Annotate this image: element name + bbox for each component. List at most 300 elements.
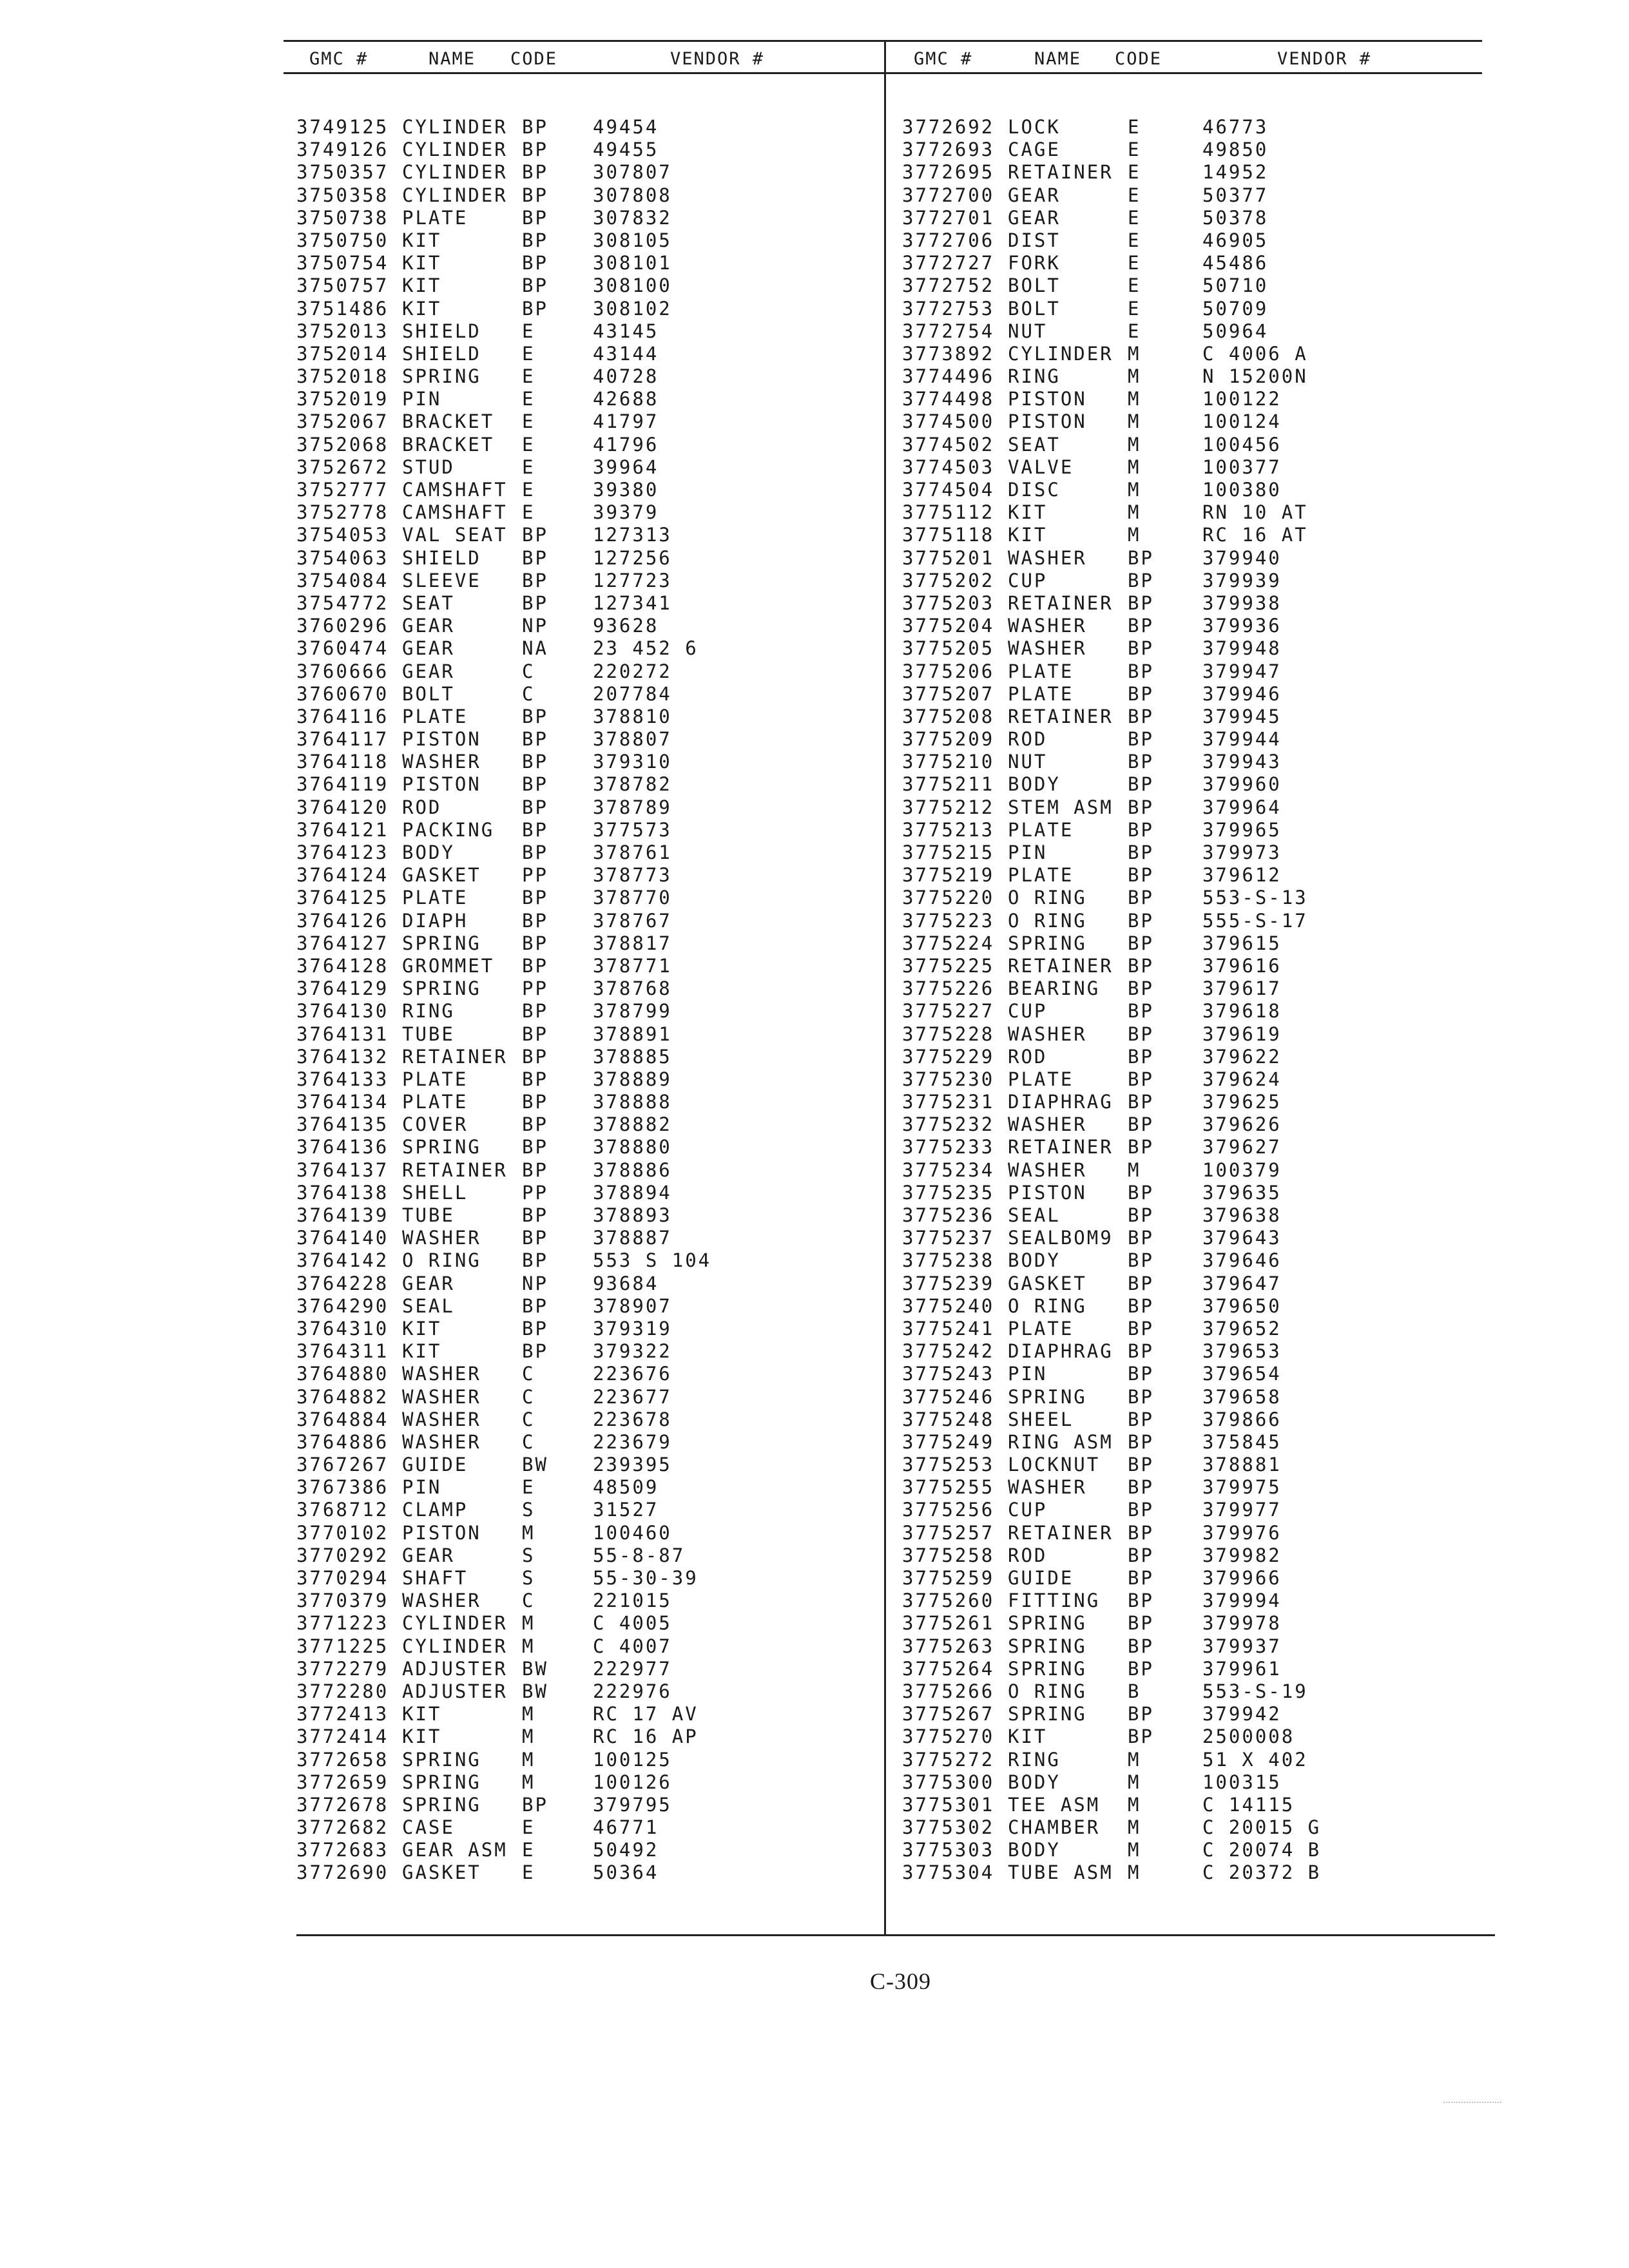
parts-row [296,841,876,864]
gmc-number: 3764121 [296,818,389,841]
code: BP [1128,1476,1154,1499]
parts-row [902,161,1482,184]
gmc-number: 3775266 [902,1680,995,1702]
part-name: WASHER [402,1227,481,1249]
vendor-number: 379938 [1202,591,1282,614]
gmc-number: 3775201 [902,546,995,569]
part-name: KIT [402,297,442,320]
vendor-number: RC 16 AT [1202,524,1308,546]
vendor-number: 378770 [593,887,672,909]
vendor-number: N 15200N [1202,365,1308,388]
part-name: GASKET [402,864,481,887]
gmc-number: 3775249 [902,1430,995,1453]
gmc-number: 3749125 [296,116,389,138]
code: E [1128,184,1141,206]
gmc-number: 3764127 [296,932,389,954]
vendor-number: 379616 [1202,954,1282,977]
vendor-number: 378799 [593,1000,672,1023]
vendor-number: 50709 [1202,297,1269,320]
vendor-number: 379982 [1202,1544,1282,1566]
gmc-number: 3752778 [296,501,389,524]
part-name: ROD [1008,1045,1048,1068]
part-name: DIAPHRAG [1008,1091,1113,1113]
vendor-number: 379939 [1202,569,1282,591]
vendor-number: 379944 [1202,728,1282,751]
gmc-number: 3775212 [902,796,995,818]
part-name: SPRING [402,1771,481,1793]
parts-row [902,615,1482,637]
gmc-number: 3772706 [902,229,995,251]
code: M [1128,1861,1141,1884]
code: BP [1128,751,1154,773]
vendor-number: C 20074 B [1202,1839,1322,1861]
parts-row [902,1023,1482,1046]
code: BP [522,773,548,796]
gmc-number: 3767267 [296,1454,389,1476]
parts-row [296,1363,876,1385]
vendor-number: 308105 [593,229,672,251]
part-name: WASHER [1008,637,1087,660]
vendor-number: 379617 [1202,977,1282,1000]
gmc-number: 3772279 [296,1657,389,1680]
part-name: CLAMP [402,1499,468,1521]
part-name: FORK [1008,252,1061,274]
vendor-number: 221015 [593,1590,672,1612]
parts-row [296,501,876,524]
part-name: SEAL [402,1294,455,1317]
parts-row [902,1725,1482,1748]
gmc-number: 3775260 [902,1590,995,1612]
code: M [1128,456,1141,478]
gmc-number: 3775207 [902,682,995,705]
code: M [1128,342,1141,365]
gmc-number: 3775302 [902,1816,995,1839]
vendor-number: 379622 [1202,1045,1282,1068]
vendor-number: 378881 [1202,1454,1282,1476]
part-name: KIT [402,1703,442,1725]
code: M [522,1635,535,1657]
gmc-number: 3775226 [902,977,995,1000]
code: BP [522,116,548,138]
code: BP [522,1158,548,1181]
gmc-number: 3772753 [902,297,995,320]
vendor-number: C 4007 [593,1635,672,1657]
parts-row [902,1794,1482,1816]
vendor-number: 379658 [1202,1385,1282,1408]
gmc-number: 3772701 [902,206,995,229]
parts-row [902,1861,1482,1884]
parts-row [296,1635,876,1658]
code: M [522,1725,535,1748]
parts-row [296,1703,876,1725]
parts-row [902,479,1482,501]
parts-row [296,660,876,683]
code: BP [1128,773,1154,796]
vendor-number: 100377 [1202,456,1282,478]
parts-row [902,1136,1482,1158]
part-name: PLATE [1008,1317,1074,1340]
parts-row [296,1386,876,1408]
code: E [1128,139,1141,161]
code: BP [1128,887,1154,909]
vendor-number: 379612 [1202,864,1282,887]
gmc-number: 3775211 [902,773,995,796]
vendor-number: 223677 [593,1385,672,1408]
part-name: CAMSHAFT [402,501,508,524]
part-name: SPRING [1008,1385,1087,1408]
parts-row [902,501,1482,524]
header-name: NAME [429,49,476,69]
vendor-number: C 20372 B [1202,1861,1322,1884]
gmc-number: 3774502 [902,433,995,456]
gmc-number: 3767386 [296,1476,389,1499]
gmc-number: 3775259 [902,1567,995,1589]
parts-row [902,570,1482,592]
vendor-number: 553-S-13 [1202,887,1308,909]
code: BP [1128,796,1154,818]
header-name: NAME [1034,49,1082,69]
code: E [522,1816,535,1839]
header-vendor: VENDOR # [670,49,765,69]
gmc-number: 3772413 [296,1703,389,1725]
parts-row [296,683,876,706]
vendor-number: 379319 [593,1317,672,1340]
code: BP [522,297,548,320]
vendor-number: 379947 [1202,660,1282,682]
part-name: VAL SEAT [402,524,508,546]
parts-row [902,298,1482,320]
vendor-number: 379619 [1202,1023,1282,1045]
code: M [1128,410,1141,433]
parts-row [902,1590,1482,1612]
part-name: SPRING [402,977,481,1000]
vendor-number: 43144 [593,342,659,365]
code: BP [1128,1068,1154,1090]
code: PP [522,1181,548,1204]
parts-row [296,932,876,955]
part-name: BOLT [402,682,455,705]
parts-row [296,161,876,184]
gmc-number: 3764132 [296,1045,389,1068]
part-name: PIN [402,1476,442,1499]
part-name: RETAINER [1008,591,1113,614]
vendor-number: 379978 [1202,1612,1282,1635]
code: BP [1128,1567,1154,1589]
gmc-number: 3764131 [296,1023,389,1045]
code: BP [522,818,548,841]
part-name: COVER [402,1113,468,1136]
vendor-number: RN 10 AT [1202,501,1308,524]
vendor-number: 379943 [1202,751,1282,773]
code: E [522,1839,535,1861]
gmc-number: 3764136 [296,1136,389,1158]
gmc-number: 3775272 [902,1748,995,1771]
gmc-number: 3750358 [296,184,389,206]
code: BP [522,161,548,184]
code: E [1128,274,1141,297]
vendor-number: 378893 [593,1204,672,1226]
vendor-number: 42688 [593,388,659,410]
part-name: CUP [1008,1000,1048,1023]
code: C [522,682,535,705]
gmc-number: 3775264 [902,1657,995,1680]
part-name: KIT [402,252,442,274]
gmc-number: 3752068 [296,433,389,456]
parts-row [296,410,876,433]
part-name: GEAR [402,615,455,637]
code: S [522,1567,535,1589]
code: BP [522,909,548,932]
part-name: WASHER [402,1590,481,1612]
gmc-number: 3764886 [296,1430,389,1453]
gmc-number: 3775303 [902,1839,995,1861]
part-name: CYLINDER [402,139,508,161]
part-name: TUBE [402,1204,455,1226]
gmc-number: 3770292 [296,1544,389,1566]
parts-row [296,1771,876,1794]
code: BP [522,1204,548,1226]
gmc-number: 3760474 [296,637,389,660]
gmc-number: 3764118 [296,751,389,773]
part-name: O RING [1008,887,1087,909]
gmc-number: 3764129 [296,977,389,1000]
vendor-number: 93684 [593,1272,659,1294]
part-name: O RING [1008,909,1087,932]
vendor-number: 378907 [593,1294,672,1317]
part-name: GEAR [1008,206,1061,229]
gmc-number: 3775203 [902,591,995,614]
parts-row [902,1749,1482,1771]
gmc-number: 3752013 [296,320,389,342]
gmc-number: 3764137 [296,1158,389,1181]
vendor-number: 378782 [593,773,672,796]
part-name: PISTON [402,773,481,796]
parts-row [902,388,1482,410]
part-name: SPRING [402,1793,481,1816]
code: BP [522,1113,548,1136]
part-name: DIAPH [402,909,468,932]
gmc-number: 3764882 [296,1385,389,1408]
vendor-number: 46773 [1202,116,1269,138]
gmc-number: 3775270 [902,1725,995,1748]
code: M [522,1521,535,1544]
code: PP [522,864,548,887]
code: BP [1128,1340,1154,1363]
right-parts-column [902,116,1482,1885]
part-name: GEAR [402,1272,455,1294]
code: M [1128,524,1141,546]
part-name: BOLT [1008,297,1061,320]
vendor-number: 46905 [1202,229,1269,251]
part-name: ROD [1008,1544,1048,1566]
code: BP [522,274,548,297]
parts-row [296,343,876,365]
part-name: CYLINDER [402,161,508,184]
code: BP [522,1249,548,1272]
page-number: C-309 [870,1968,931,1994]
part-name: PIN [402,388,442,410]
part-name: CYLINDER [1008,342,1113,365]
vendor-number: 308101 [593,252,672,274]
parts-row [296,479,876,501]
code: E [522,320,535,342]
code: BP [1128,1000,1154,1023]
code: M [1128,1771,1141,1793]
part-name: PIN [1008,1363,1048,1385]
gmc-number: 3750750 [296,229,389,251]
part-name: GEAR [402,1544,455,1566]
vendor-number: 50710 [1202,274,1269,297]
vendor-number: 379946 [1202,682,1282,705]
parts-row [296,1816,876,1839]
vendor-number: 50377 [1202,184,1269,206]
vendor-number: 379945 [1202,705,1282,727]
parts-row [902,434,1482,456]
part-name: SPRING [402,932,481,954]
vendor-number: 379973 [1202,841,1282,863]
code: M [522,1703,535,1725]
vendor-number: 379994 [1202,1590,1282,1612]
parts-row [902,524,1482,546]
parts-row [296,1658,876,1680]
part-name: PIN [1008,841,1048,863]
code: E [522,410,535,433]
vendor-number: 379964 [1202,796,1282,818]
code: BP [522,1136,548,1158]
code: BP [522,841,548,863]
code: M [1128,365,1141,388]
gmc-number: 3775232 [902,1113,995,1136]
code: BP [522,751,548,773]
parts-row [902,796,1482,819]
code: E [522,1861,535,1884]
gmc-number: 3764119 [296,773,389,796]
parts-row [296,977,876,1000]
vendor-number: 379653 [1202,1340,1282,1363]
part-name: DISC [1008,479,1061,501]
gmc-number: 3775230 [902,1068,995,1090]
code: BP [1128,615,1154,637]
gmc-number: 3772658 [296,1748,389,1771]
vendor-number: 41797 [593,410,659,433]
part-name: DIAPHRAG [1008,1340,1113,1363]
parts-row [902,728,1482,751]
code: BP [1128,818,1154,841]
code: E [1128,206,1141,229]
vendor-number: C 4006 A [1202,342,1308,365]
gmc-number: 3750357 [296,161,389,184]
gmc-number: 3754063 [296,546,389,569]
code: BP [1128,728,1154,751]
code: BP [522,546,548,569]
gmc-number: 3772280 [296,1680,389,1702]
parts-row [902,955,1482,977]
vendor-number: 378891 [593,1023,672,1045]
gmc-number: 3764142 [296,1249,389,1272]
part-name: WASHER [402,751,481,773]
gmc-number: 3775242 [902,1340,995,1363]
part-name: SHELL [402,1181,468,1204]
code: M [1128,1748,1141,1771]
parts-row [296,1567,876,1590]
vendor-number: 379625 [1202,1091,1282,1113]
code: E [1128,297,1141,320]
parts-row [296,910,876,932]
gmc-number: 3775267 [902,1703,995,1725]
parts-row [296,1136,876,1158]
part-name: KIT [402,1340,442,1363]
parts-row [902,139,1482,161]
parts-row [296,887,876,909]
code: BW [522,1454,548,1476]
parts-row [902,1318,1482,1340]
parts-row [296,1295,876,1318]
parts-row [296,1068,876,1091]
parts-row [296,1612,876,1635]
vendor-number: 379647 [1202,1272,1282,1294]
header-code: CODE [1115,49,1162,69]
scan-speck [1443,2102,1501,2103]
parts-row [902,1408,1482,1431]
parts-row [296,592,876,615]
gmc-number: 3771225 [296,1635,389,1657]
vendor-number: 378885 [593,1045,672,1068]
parts-row [296,1023,876,1046]
part-name: RETAINER [1008,1521,1113,1544]
vendor-number: 127313 [593,524,672,546]
part-name: RING [402,1000,455,1023]
gmc-number: 3770379 [296,1590,389,1612]
gmc-number: 3764880 [296,1363,389,1385]
code: BP [1128,1113,1154,1136]
parts-row [902,1249,1482,1272]
parts-row [902,637,1482,660]
gmc-number: 3775202 [902,569,995,591]
code: E [1128,161,1141,184]
code: BP [1128,546,1154,569]
code: S [522,1544,535,1566]
gmc-number: 3775246 [902,1385,995,1408]
gmc-number: 3775229 [902,1045,995,1068]
vendor-number: 50364 [593,1861,659,1884]
vendor-number: 50964 [1202,320,1269,342]
parts-row [902,932,1482,955]
parts-row [296,728,876,751]
part-name: CUP [1008,569,1048,591]
vendor-number: 2500008 [1202,1725,1295,1748]
parts-row [902,910,1482,932]
gmc-number: 3775208 [902,705,995,727]
part-name: PLATE [402,206,468,229]
part-name: O RING [1008,1680,1087,1702]
parts-row [902,1363,1482,1385]
part-name: CYLINDER [402,1635,508,1657]
code: BP [1128,1385,1154,1408]
parts-row [902,660,1482,683]
code: BP [1128,1657,1154,1680]
parts-row [296,706,876,728]
parts-row [902,343,1482,365]
part-name: KIT [1008,524,1048,546]
gmc-number: 3764133 [296,1068,389,1090]
vendor-number: 378807 [593,728,672,751]
part-name: GASKET [1008,1272,1087,1294]
parts-row [296,773,876,796]
part-name: GEAR [402,660,455,682]
gmc-number: 3775205 [902,637,995,660]
part-name: PACKING [402,818,495,841]
part-name: RETAINER [1008,954,1113,977]
